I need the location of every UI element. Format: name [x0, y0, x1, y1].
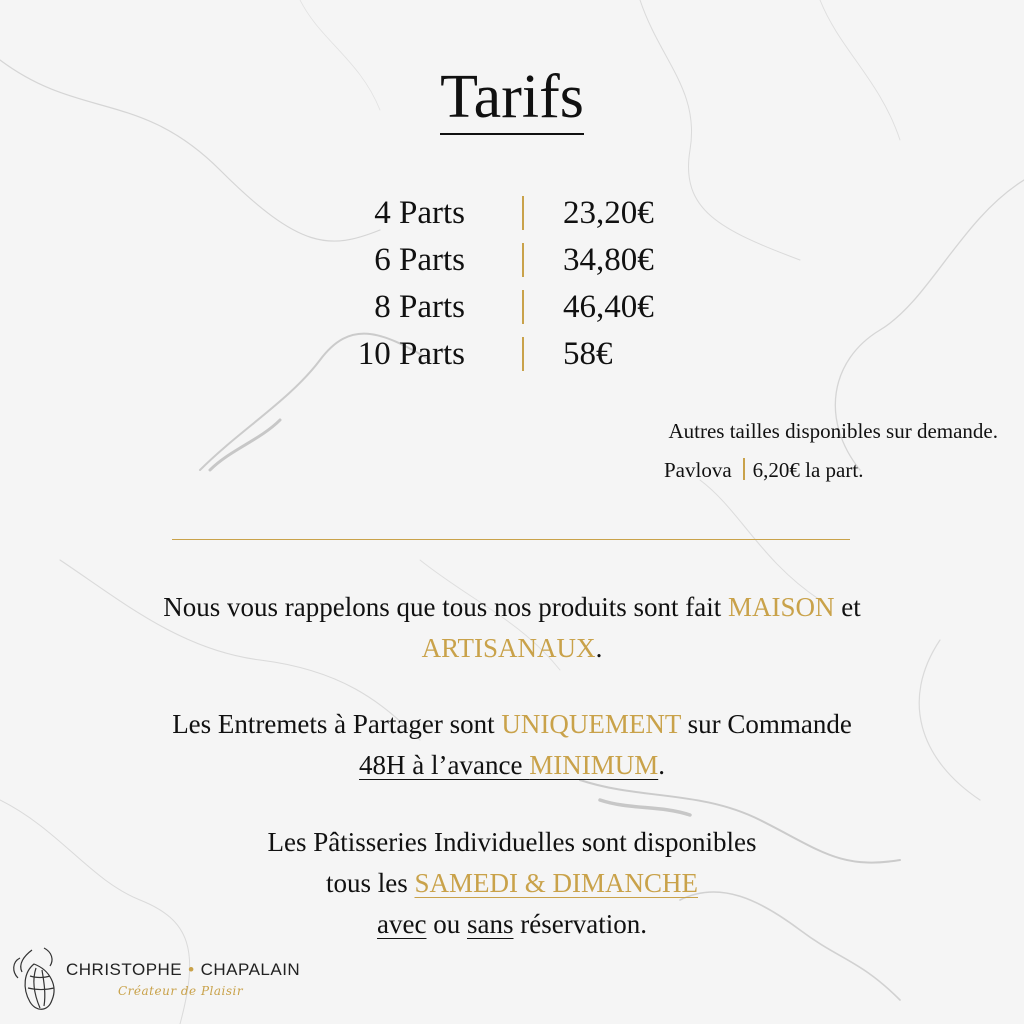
- para1-text: Nous vous rappelons que tous nos produits sont fait: [163, 592, 728, 622]
- brand-dot: •: [188, 960, 195, 979]
- highlight-artisanaux: ARTISANAUX: [421, 633, 596, 663]
- info-paragraph-order: [0, 704, 1024, 786]
- price-separator: [522, 290, 524, 324]
- price-row: [0, 284, 1024, 330]
- highlight-uniquement: UNIQUEMENT: [501, 709, 681, 739]
- price-separator: [522, 243, 524, 277]
- highlight-weekend: SAMEDI & DIMANCHE: [414, 868, 698, 898]
- pavlova-separator: [743, 458, 745, 480]
- brand-name: [66, 960, 300, 980]
- page-title: Tarifs: [0, 62, 1024, 132]
- brand-tagline: Créateur de Plaisir: [118, 984, 244, 998]
- brand-last-name: CHAPALAIN: [200, 960, 301, 979]
- para3-reservation: réservation.: [513, 909, 647, 939]
- para3-or: ou: [426, 909, 467, 939]
- without-reservation: sans: [467, 909, 514, 939]
- portion-price: 34,80€: [563, 242, 654, 278]
- portion-label: 8 Parts: [374, 289, 465, 325]
- portion-price: 23,20€: [563, 195, 654, 231]
- portion-label: 4 Parts: [374, 195, 465, 231]
- pavlova-label: Pavlova: [664, 458, 732, 482]
- info-paragraph-individual: [0, 822, 1024, 945]
- section-divider: [172, 539, 850, 540]
- para3-line1: Les Pâtisseries Individuelles sont disponibles: [267, 827, 757, 857]
- para1-text-end: et: [834, 592, 861, 622]
- advance-notice-text: 48H à l’avance: [359, 750, 530, 780]
- para3-text: tous les: [325, 868, 415, 898]
- price-separator: [522, 196, 524, 230]
- price-row: [0, 331, 1024, 377]
- para2-text: Les Entremets à Partager sont: [172, 709, 502, 739]
- advance-notice: [359, 750, 658, 780]
- with-reservation: avec: [377, 909, 427, 939]
- portion-label: 10 Parts: [357, 336, 465, 372]
- pavlova-price: 6,20€ la part.: [752, 458, 864, 482]
- pavlova-note: [664, 456, 863, 484]
- info-paragraph-handmade: [0, 587, 1024, 669]
- portion-price: 46,40€: [563, 289, 654, 325]
- highlight-minimum: MINIMUM: [529, 750, 659, 780]
- price-row: [0, 237, 1024, 283]
- para2-period: .: [658, 750, 665, 780]
- portion-label: 6 Parts: [374, 242, 465, 278]
- price-row: [0, 190, 1024, 236]
- portion-price: 58€: [563, 336, 613, 372]
- highlight-maison: MAISON: [727, 592, 835, 622]
- brand-first-name: CHRISTOPHE: [66, 960, 183, 979]
- para1-period: .: [595, 633, 603, 663]
- price-separator: [522, 337, 524, 371]
- other-sizes-note: Autres tailles disponibles sur demande.: [668, 419, 998, 443]
- para2-text-end: sur Commande: [680, 709, 852, 739]
